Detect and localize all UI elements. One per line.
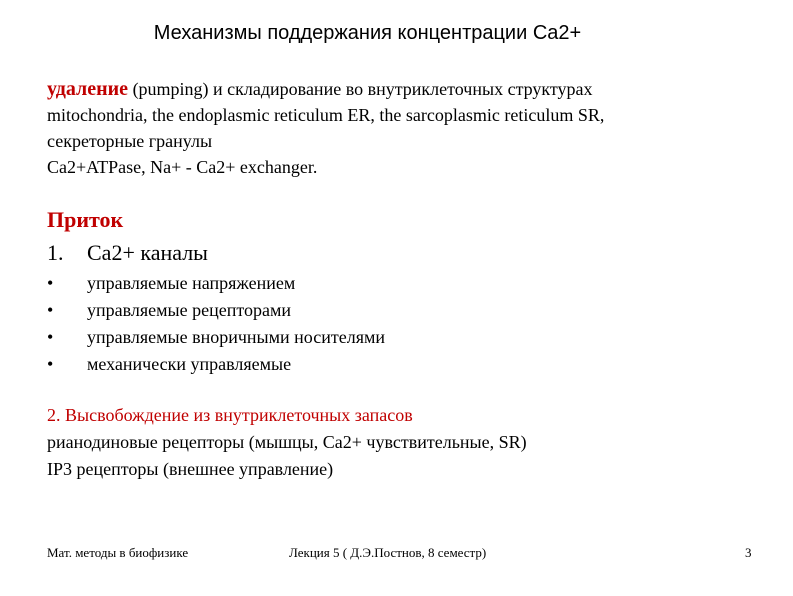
release-line-1: рианодиновые рецепторы (мышцы, Ca2+ чувствительные, SR) [47, 432, 527, 452]
removal-section [47, 76, 604, 180]
list-item [47, 324, 385, 351]
bullet-icon: • [47, 327, 54, 347]
channels-item [47, 240, 208, 266]
removal-line-2: mitochondria, the endoplasmic reticulum ER, the sarcoplasmic reticulum SR, [47, 105, 605, 125]
release-heading: 2. Высвобождение из внутриклеточных запасов [47, 405, 413, 425]
bullet-icon: • [47, 300, 54, 320]
release-section [47, 402, 527, 483]
removal-line-3: секреторные гранулы [47, 131, 213, 151]
list-item-text: управляемые рецепторами [87, 300, 291, 320]
list-item-text: управляемые напряжением [87, 273, 296, 293]
page-number: 3 [745, 545, 752, 560]
removal-line-1 [47, 76, 604, 102]
bullet-icon: • [47, 273, 54, 293]
footer-course: Мат. методы в биофизике [47, 545, 189, 560]
slide-title: Механизмы поддержания концентрации Ca2+ [153, 22, 582, 44]
list-item-text: механически управляемые [87, 354, 292, 374]
removal-line-1-text: (pumping) и складирование во внутриклеточных структурах [128, 79, 593, 99]
release-line-2: IP3 рецепторы (внешнее управление) [47, 459, 334, 479]
influx-heading: Приток [47, 207, 124, 232]
channels-number: 1. [47, 240, 64, 265]
channels-label: Ca2+ каналы [87, 240, 208, 265]
list-item-text: управляемые вноричными носителями [87, 327, 386, 347]
channel-types-list [47, 270, 385, 378]
bullet-icon: • [47, 354, 54, 374]
list-item [47, 297, 385, 324]
list-item [47, 351, 385, 378]
removal-line-4: Ca2+ATPase, Na+ - Ca2+ exchanger. [47, 157, 318, 177]
footer-lecture: Лекция 5 ( Д.Э.Постнов, 8 семестр) [289, 545, 487, 560]
list-item [47, 270, 385, 297]
removal-keyword: удаление [47, 78, 129, 100]
